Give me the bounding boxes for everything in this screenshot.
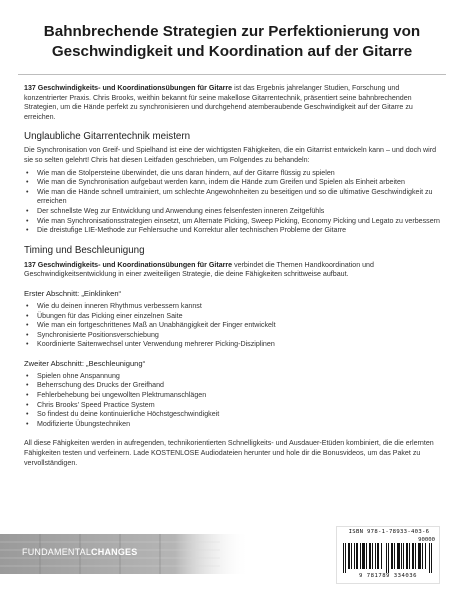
section2-heading: Timing und Beschleunigung: [24, 244, 145, 256]
intro-text: ist das Ergebnis jahrelanger Studien, Forschung und konzentrierter Praxis. Chris Brooks, weithin bekannt für seine makellose Gitarrentechnik, präsentiert seine bahnbrechenden Strategien, um die Hände perfekt zu synchronisieren und durchgehend atemberaubende Geschwindigkeit auf der Gitarre zu erreichen.: [24, 84, 413, 121]
cover-title: Bahnbrechende Strategien zur Perfektionierung von Geschwindigkeit und Koordination auf der Gitarre: [43, 23, 421, 60]
part2-list: [24, 372, 442, 430]
section1-list: [24, 169, 442, 236]
section2-text: verbindet die Themen Handkoordination und Geschwindigkeitsentwicklung in einer zweiteiligen Strategie, die deine Fähigkeiten schrittweise aufbaut.: [24, 260, 374, 279]
section1-heading: Unglaubliche Gitarrentechnik meistern: [24, 131, 191, 143]
section2-book-title: 137 Geschwindigkeits- und Koordinationsübungen für Gitarre: [24, 260, 233, 269]
publisher-name-part-b: CHANGES: [91, 547, 138, 557]
list-item: • Synchronisierte Positionsverschiebung: [24, 331, 442, 341]
publisher-name-part-a: FUNDAMENTAL: [22, 547, 92, 557]
list-item: • Chris Brooks' Speed Practice System: [24, 401, 442, 411]
barcode-bars: [341, 543, 435, 573]
list-item: • Wie man die Hände schnell umtrainiert, um schlechte Angewohnheiten zu beseitigen und so die ultimative Geschwindigkeit zu erreichen: [24, 188, 442, 207]
list-item: • Spielen ohne Anspannung: [24, 372, 442, 382]
intro-book-title: 137 Geschwindigkeits- und Koordinationsübungen für Gitarre: [24, 84, 233, 92]
isbn-label: ISBN 978-1-78933-403-6: [348, 529, 430, 535]
price-code: 90000: [418, 537, 435, 543]
list-item: • Der schnellste Weg zur Entwicklung und Anwendung eines felsenfesten inneren Zeitgefühls: [24, 207, 442, 217]
list-item: • Koordinierte Saitenwechsel unter Verwendung mehrerer Picking-Disziplinen: [24, 340, 442, 350]
part1-list: [24, 302, 442, 350]
list-item: • Wie man die Synchronisation aufgebaut werden kann, indem die Hände zum Greifen und Spielen als Einheit arbeiten: [24, 178, 442, 188]
intro-paragraph: [24, 84, 442, 122]
list-item: • Übungen für das Picking einer einzelnen Saite: [24, 312, 442, 322]
list-item: • Beherrschung des Drucks der Greifhand: [24, 381, 442, 391]
list-item: • Wie man die Stolpersteine überwindet, die uns daran hindern, auf der Gitarre flüssig zu spielen: [24, 169, 442, 179]
list-item: • Wie man ein fortgeschrittenes Maß an Unabhängigkeit der Finger entwickelt: [24, 321, 442, 331]
list-item: • Wie man Synchronisationsstrategien einsetzt, um Alternate Picking, Sweep Picking, Economy Picking und Legato zu verbessern: [24, 217, 442, 227]
part1-heading: Erster Abschnitt: „Einklinken“: [24, 288, 122, 298]
closing-paragraph: All diese Fähigkeiten werden in aufregenden, technikorientierten Schnelligkeits- und Ausdauer-Etüden kombiniert, die die erlernten Fähigkeiten testen und verfeinern. Lade KOSTENLOSE Audiodateien herunter und hole dir die Bonusvideos, um das Paket zu vervollständigen.: [24, 439, 434, 467]
title-divider: [18, 74, 446, 75]
publisher-logo: [22, 547, 137, 557]
list-item: • Wie du deinen inneren Rhythmus verbessern kannst: [24, 302, 442, 312]
section1-text: Die Synchronisation von Greif- und Spielhand ist eine der wichtigsten Fähigkeiten, die ein Gitarrist entwickeln kann – und doch wird sie so selten gelehrt! Chris hat diesen Leitfaden geschrieben, um Folgendes zu behandeln:: [24, 146, 437, 164]
list-item: • So findest du deine kontinuierliche Höchstgeschwindigkeit: [24, 410, 442, 420]
barcode-digits: 9 781789 334036: [358, 573, 418, 579]
section2-paragraph: [24, 261, 442, 280]
list-item: • Modifizierte Übungstechniken: [24, 420, 442, 430]
isbn-barcode: [336, 526, 440, 584]
part2-heading: Zweiter Abschnitt: „Beschleunigung“: [24, 358, 146, 368]
blurb-content: [24, 84, 442, 468]
list-item: • Die dreistufige LIE-Methode zur Fehlersuche und Korrektur aller technischen Probleme der Gitarre: [24, 226, 442, 236]
list-item: • Fehlerbehebung bei ungewollten Plektrumanschlägen: [24, 391, 442, 401]
